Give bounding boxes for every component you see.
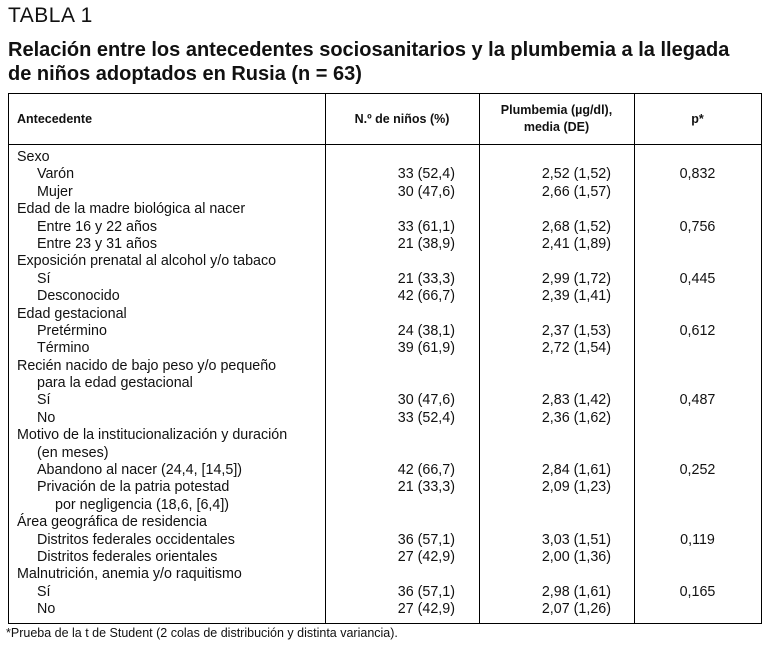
table-row bbox=[9, 271, 761, 288]
table-title-line-1: Relación entre los antecedentes sociosanitarios y la plumbemia a la llegada bbox=[8, 39, 730, 61]
table-row bbox=[9, 184, 761, 201]
row-label: Entre 23 y 31 años bbox=[37, 235, 158, 252]
table-row bbox=[9, 479, 761, 496]
header-antecedente: Antecedente bbox=[17, 112, 93, 126]
table-title-line-2: de niños adoptados en Rusia (n = 63) bbox=[8, 63, 362, 85]
cell-plumbemia: 2,72 (1,54) bbox=[541, 340, 611, 357]
table-row bbox=[9, 236, 761, 253]
table-row bbox=[9, 427, 761, 444]
table-label: TABLA 1 bbox=[8, 4, 93, 27]
table-row bbox=[9, 601, 761, 618]
cell-plumbemia: 2,36 (1,62) bbox=[541, 409, 611, 426]
row-label: (en meses) bbox=[37, 444, 109, 461]
cell-n-ninos: 39 (61,9) bbox=[397, 340, 455, 357]
row-label: Exposición prenatal al alcohol y/o tabaco bbox=[17, 253, 277, 270]
cell-plumbemia: 2,84 (1,61) bbox=[541, 462, 611, 479]
row-label: Desconocido bbox=[37, 288, 120, 305]
row-label: No bbox=[37, 409, 56, 426]
row-label: por negligencia (18,6, [6,4]) bbox=[55, 496, 230, 513]
cell-p-value: 0,612 bbox=[679, 322, 716, 339]
row-label: Sexo bbox=[17, 149, 50, 165]
row-label: No bbox=[37, 601, 56, 618]
data-table bbox=[8, 93, 762, 624]
cell-n-ninos: 27 (42,9) bbox=[397, 601, 455, 618]
row-label: Abandono al nacer (24,4, [14,5]) bbox=[37, 462, 243, 479]
cell-plumbemia: 2,07 (1,26) bbox=[541, 601, 611, 618]
table-row bbox=[9, 166, 761, 183]
table-row bbox=[9, 410, 761, 427]
row-label: Sí bbox=[37, 270, 51, 287]
cell-n-ninos: 21 (38,9) bbox=[397, 235, 455, 252]
cell-n-ninos: 30 (47,6) bbox=[397, 183, 455, 200]
header-plumbemia-line-2: media (DE) bbox=[523, 120, 590, 134]
table-row bbox=[9, 358, 761, 375]
footnote: *Prueba de la t de Student (2 colas de distribución y distinta variancia). bbox=[6, 626, 398, 640]
table-row bbox=[9, 462, 761, 479]
table-row bbox=[9, 253, 761, 270]
table-row bbox=[9, 549, 761, 566]
row-label: Mujer bbox=[37, 183, 73, 200]
cell-n-ninos: 21 (33,3) bbox=[397, 270, 455, 287]
cell-plumbemia: 3,03 (1,51) bbox=[541, 531, 611, 548]
table-row bbox=[9, 532, 761, 549]
row-label: Distritos federales occidentales bbox=[37, 531, 235, 548]
cell-plumbemia: 2,41 (1,89) bbox=[541, 235, 611, 252]
cell-plumbemia: 2,99 (1,72) bbox=[541, 270, 611, 287]
row-label: Motivo de la institucionalización y duración bbox=[17, 427, 288, 444]
row-label: Malnutrición, anemia y/o raquitismo bbox=[17, 566, 242, 583]
cell-n-ninos: 33 (52,4) bbox=[397, 166, 455, 183]
row-label: Área geográfica de residencia bbox=[17, 514, 207, 531]
table-row bbox=[9, 497, 761, 514]
cell-n-ninos: 21 (33,3) bbox=[397, 479, 455, 496]
cell-p-value: 0,445 bbox=[679, 270, 716, 287]
row-label: Privación de la patria potestad bbox=[37, 479, 230, 496]
cell-n-ninos: 42 (66,7) bbox=[397, 462, 455, 479]
row-label: Distritos federales orientales bbox=[37, 548, 218, 565]
table-row bbox=[9, 445, 761, 462]
table-row bbox=[9, 288, 761, 305]
header-plumbemia-line-1: Plumbemia (µg/dl), bbox=[500, 103, 613, 117]
cell-n-ninos: 36 (57,1) bbox=[397, 583, 455, 600]
cell-p-value: 0,165 bbox=[679, 583, 716, 600]
cell-plumbemia: 2,83 (1,42) bbox=[541, 392, 611, 409]
cell-p-value: 0,119 bbox=[680, 531, 715, 548]
cell-plumbemia: 2,52 (1,52) bbox=[541, 166, 611, 183]
row-label: Recién nacido de bajo peso y/o pequeño bbox=[17, 357, 277, 374]
cell-n-ninos: 27 (42,9) bbox=[397, 548, 455, 565]
row-label: Pretérmino bbox=[37, 322, 107, 339]
table-row bbox=[9, 306, 761, 323]
cell-p-value: 0,487 bbox=[679, 392, 716, 409]
cell-n-ninos: 33 (52,4) bbox=[397, 409, 455, 426]
cell-plumbemia: 2,66 (1,57) bbox=[541, 183, 611, 200]
row-label: Entre 16 y 22 años bbox=[37, 218, 158, 235]
cell-p-value: 0,252 bbox=[679, 462, 716, 479]
table-row bbox=[9, 584, 761, 601]
table-header bbox=[9, 94, 761, 145]
table-row bbox=[9, 219, 761, 236]
cell-plumbemia: 2,09 (1,23) bbox=[541, 479, 611, 496]
cell-p-value: 0,832 bbox=[679, 166, 716, 183]
row-label: Término bbox=[37, 340, 90, 357]
table-row bbox=[9, 149, 761, 166]
cell-p-value: 0,756 bbox=[679, 218, 716, 235]
header-n-ninos: N.º de niños (%) bbox=[354, 112, 450, 126]
cell-n-ninos: 30 (47,6) bbox=[397, 392, 455, 409]
table-row bbox=[9, 566, 761, 583]
row-label: Varón bbox=[37, 166, 75, 183]
table-row bbox=[9, 201, 761, 218]
row-label: Sí bbox=[37, 392, 51, 409]
cell-plumbemia: 2,98 (1,61) bbox=[541, 583, 611, 600]
cell-n-ninos: 42 (66,7) bbox=[397, 288, 455, 305]
header-plumbemia bbox=[479, 94, 634, 144]
cell-n-ninos: 33 (61,1) bbox=[397, 218, 455, 235]
cell-n-ninos: 36 (57,1) bbox=[397, 531, 455, 548]
row-label: Sí bbox=[37, 583, 51, 600]
cell-plumbemia: 2,00 (1,36) bbox=[541, 548, 611, 565]
cell-n-ninos: 24 (38,1) bbox=[397, 322, 455, 339]
header-p-value: p* bbox=[691, 112, 704, 126]
table-row bbox=[9, 323, 761, 340]
table-row bbox=[9, 340, 761, 357]
table-body bbox=[9, 145, 761, 623]
cell-plumbemia: 2,68 (1,52) bbox=[541, 218, 611, 235]
table-row bbox=[9, 375, 761, 392]
cell-plumbemia: 2,39 (1,41) bbox=[541, 288, 611, 305]
row-label: Edad gestacional bbox=[17, 305, 127, 322]
row-label: para la edad gestacional bbox=[37, 375, 193, 392]
table-row bbox=[9, 392, 761, 409]
table-title bbox=[8, 38, 748, 86]
cell-plumbemia: 2,37 (1,53) bbox=[541, 322, 611, 339]
table-row bbox=[9, 514, 761, 531]
row-label: Edad de la madre biológica al nacer bbox=[17, 201, 246, 218]
